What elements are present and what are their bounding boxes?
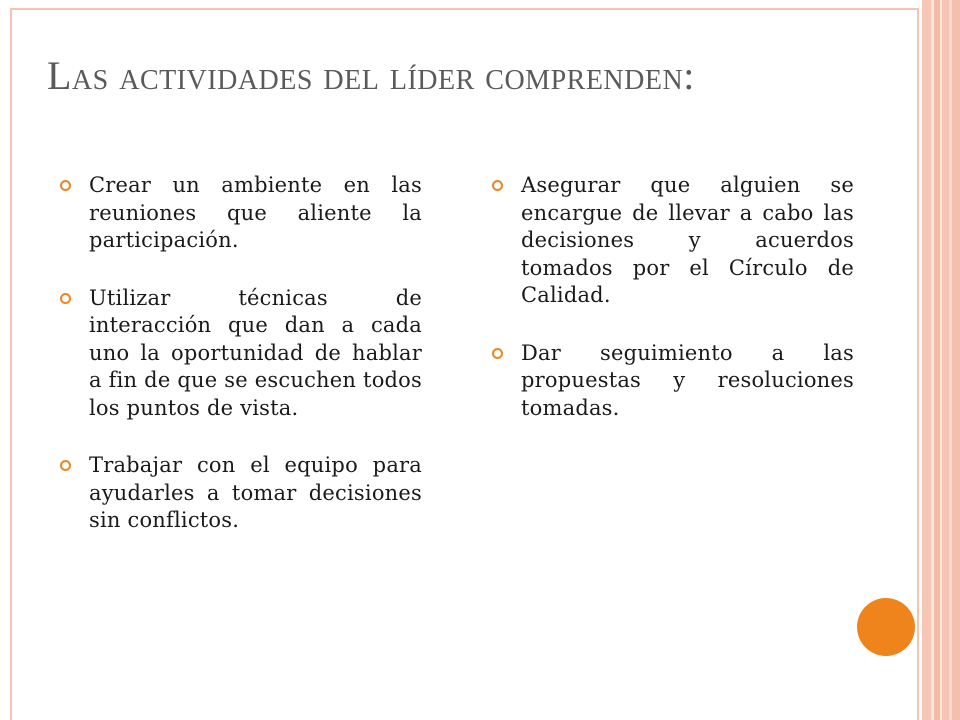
orange-circle-decoration [857, 598, 915, 656]
right-decorative-stripes [922, 0, 960, 720]
bullet-text: Utilizar técnicas de interacción que dan a cada uno la oportunidad de hablar a fin de que se escuchen todos los puntos de vista. [89, 285, 422, 420]
bullet-ring-icon [60, 180, 71, 191]
list-item [60, 172, 422, 255]
list-item [60, 452, 422, 535]
list-item [492, 172, 854, 310]
bullet-text: Trabajar con el equipo para ayudarles a tomar decisiones sin conflictos. [89, 453, 422, 532]
bullet-text: Asegurar que alguien se encargue de llevar a cabo las decisiones y acuerdos tomados por el Círculo de Calidad. [521, 173, 854, 307]
right-bullet-list [492, 172, 854, 452]
stripe [922, 0, 931, 720]
list-item [60, 285, 422, 423]
bullet-ring-icon [492, 348, 503, 359]
left-bullet-list [60, 172, 422, 565]
bullet-ring-icon [60, 293, 71, 304]
list-item [492, 340, 854, 423]
bullet-ring-icon [492, 180, 503, 191]
bullet-text: Crear un ambiente en las reuniones que aliente la participación. [89, 173, 422, 252]
bullet-ring-icon [60, 460, 71, 471]
bullet-text: Dar seguimiento a las propuestas y resoluciones tomadas. [521, 340, 854, 420]
stripe [952, 0, 960, 720]
stripe [942, 0, 949, 720]
slide-title: Las actividades del líder comprenden: [47, 53, 695, 98]
